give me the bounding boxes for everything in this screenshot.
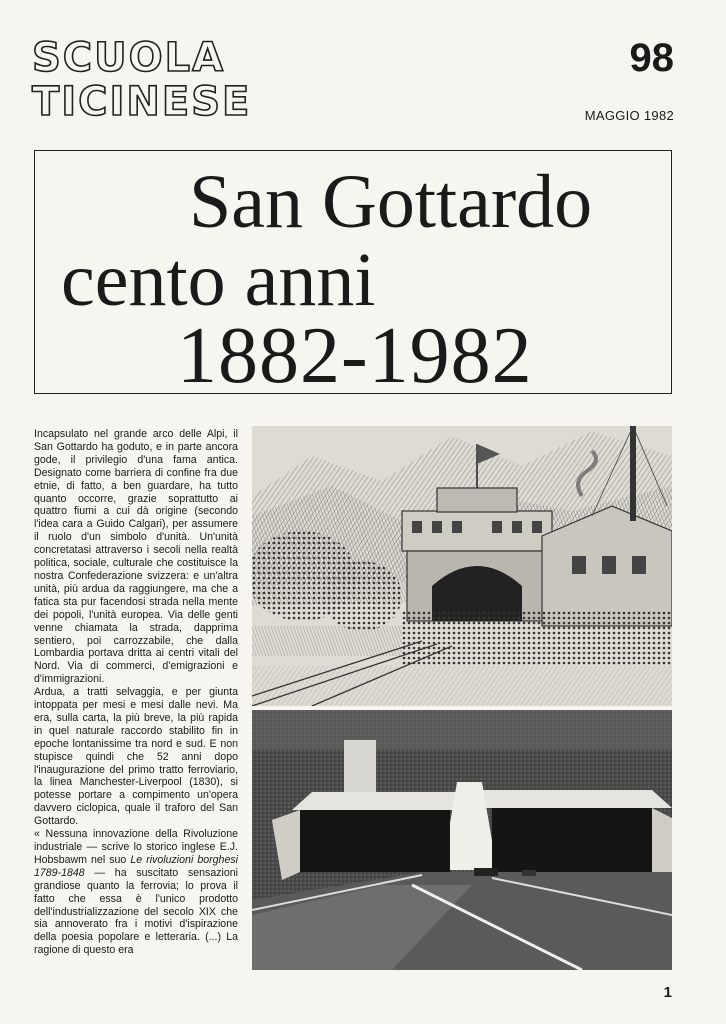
historic-tunnel-engraving: [252, 426, 672, 706]
headline-box: [34, 150, 672, 400]
page-number: 1: [663, 984, 672, 1001]
masthead-logo: [32, 36, 322, 124]
article-paragraph-1: Incapsulato nel grande arco delle Alpi, il San Gottardo ha goduto, e in parte ancora gode, il privilegio d'una fama antica. Designato come barriera di confine fra due etnie, di fatto, a ben guardare, ha tutto quanto occorre, grazie soprattutto ai quattro fiumi a cui dà origine (secondo l'idea cara a Guido Calgari), per assumere il ruolo d'un simbolo d'unità. Un'unità concretatasi attraverso i secoli nella realtà politica, sociale, culturale che costituisce la nostra Confederazione svizzera: e un'altra unità, più ardua da raggiungere, ma che a fatica sta pur facendosi strada nella mente dei popoli, l'unità europea. Via delle genti venne chiamata la strada, dapprima sentiero, poi carrozzabile, che dalla Lombardia portava dritta ai centri vitali del Nord. Via di commerci, d'emigrazioni e d'immigrazioni.: [34, 428, 238, 686]
article-paragraph-3: [34, 828, 238, 957]
headline-line-2: cento anni: [61, 238, 376, 322]
article-book-title: Le rivoluzioni borghesi 1789-1848: [34, 853, 238, 879]
article-paragraph-3-start: « Nessuna innovazione della Rivoluzione industriale — scrive lo storico inglese E.J. Hobsbawm nel suo: [34, 828, 238, 866]
headline-line-1: San Gottardo: [189, 160, 593, 244]
article-body: [34, 428, 238, 957]
article-paragraph-3-end: — ha suscitato sensazioni grandiose quanto la ferrovia; lo prova il fatto che essa è l'unico prodotto dell'industrializzazione del secolo XIX che sia annoverato fra i motivi d'ispirazione della poesia popolare e letteraria. (...) La ragione di questo era: [34, 866, 238, 957]
modern-tunnel-photo: [252, 710, 672, 970]
article-paragraph-2: Ardua, a tratti selvaggia, e per giunta intoppata per mesi e mesi dalle nevi. Ma era, sulla carta, la più breve, la più rapida in quel naturale raccordo stabilito fin in epoche lontanissime tra nord e sud. E non stupisce quindi che 52 anni dopo l'inaugurazione del primo tratto ferroviario, la linea Manchester-Liverpool (1830), si potesse portare a compimento un'opera davvero ciclopica, quale il traforo del San Gottardo.: [34, 686, 238, 828]
headline-line-3: 1882-1982: [177, 312, 533, 400]
masthead-line-1: SCUOLA: [32, 35, 226, 81]
masthead-line-2: TICINESE: [32, 79, 252, 125]
issue-number: 98: [629, 36, 674, 80]
issue-date: MAGGIO 1982: [584, 108, 674, 123]
